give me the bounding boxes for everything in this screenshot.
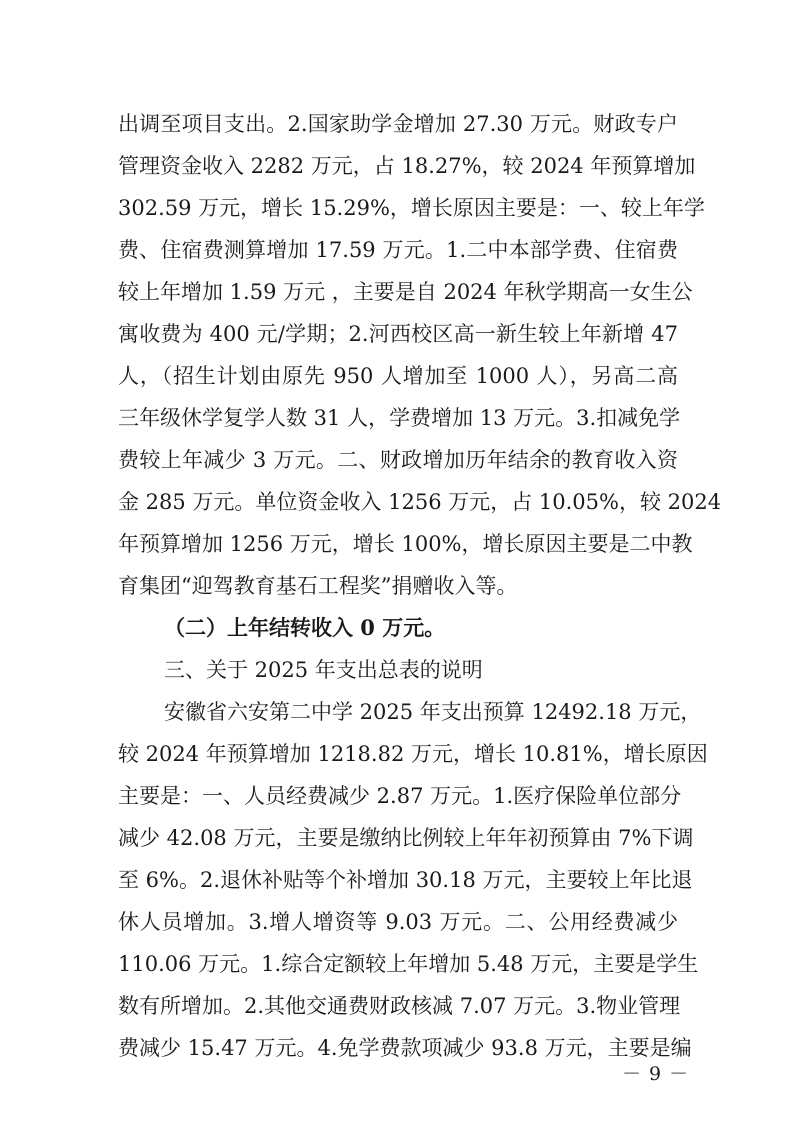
paragraph-line: 数有所增加。2.其他交通费财政核减 7.07 万元。3.物业管理 <box>118 994 681 1018</box>
paragraph-line: 金 285 万元。单位资金收入 1256 万元，占 10.05%，较 2024 <box>118 490 722 514</box>
section-heading-expenditure-summary: 三、关于 2025 年支出总表的说明 <box>164 658 483 682</box>
paragraph-line: 至 6%。2.退休补贴等个补增加 30.18 万元，主要较上年比退 <box>118 868 693 892</box>
paragraph-line: 302.59 万元，增长 15.29%，增长原因主要是：一、较上年学 <box>118 196 705 220</box>
paragraph-line: 费、住宿费测算增加 17.59 万元。1.二中本部学费、住宿费 <box>118 238 678 262</box>
section-heading-prior-year-carryover: （二）上年结转收入 0 万元。 <box>164 615 446 640</box>
paragraph-line: 出调至项目支出。2.国家助学金增加 27.30 万元。财政专户 <box>118 112 678 136</box>
paragraph-line: 休人员增加。3.增人增资等 9.03 万元。二、公用经费减少 <box>118 910 678 934</box>
paragraph-line: 较 2024 年预算增加 1218.82 万元，增长 10.81%，增长原因 <box>118 742 708 766</box>
paragraph-line: 管理资金收入 2282 万元，占 18.27%，较 2024 年预算增加 <box>118 154 696 178</box>
paragraph-line: 费减少 15.47 万元。4.免学费款项减少 93.8 万元，主要是编 <box>118 1036 692 1060</box>
paragraph-line: 费较上年减少 3 万元。二、财政增加历年结余的教育收入资 <box>118 448 678 472</box>
paragraph-line: 安徽省六安第二中学 2025 年支出预算 12492.18 万元， <box>164 700 702 724</box>
paragraph-line: 寓收费为 400 元/学期；2.河西校区高一新生较上年新增 47 <box>118 322 678 346</box>
paragraph-line: 人，（招生计划由原先 950 人增加至 1000 人），另高二高 <box>118 364 678 388</box>
page-number: － 9 － <box>622 1063 690 1085</box>
paragraph-line: 育集团“迎驾教育基石工程奖”捐赠收入等。 <box>118 574 518 598</box>
paragraph-line: 较上年增加 1.59 万元 ，主要是自 2024 年秋学期高一女生公 <box>118 280 693 304</box>
paragraph-line: 减少 42.08 万元，主要是缴纳比例较上年年初预算由 7%下调 <box>118 826 694 850</box>
paragraph-line: 110.06 万元。1.综合定额较上年增加 5.48 万元，主要是学生 <box>118 952 699 976</box>
paragraph-line: 主要是：一、人员经费减少 2.87 万元。1.医疗保险单位部分 <box>118 784 682 808</box>
paragraph-line: 三年级休学复学人数 31 人，学费增加 13 万元。3.扣减免学 <box>118 406 681 430</box>
paragraph-line: 年预算增加 1256 万元，增长 100%，增长原因主要是二中教 <box>118 532 693 556</box>
